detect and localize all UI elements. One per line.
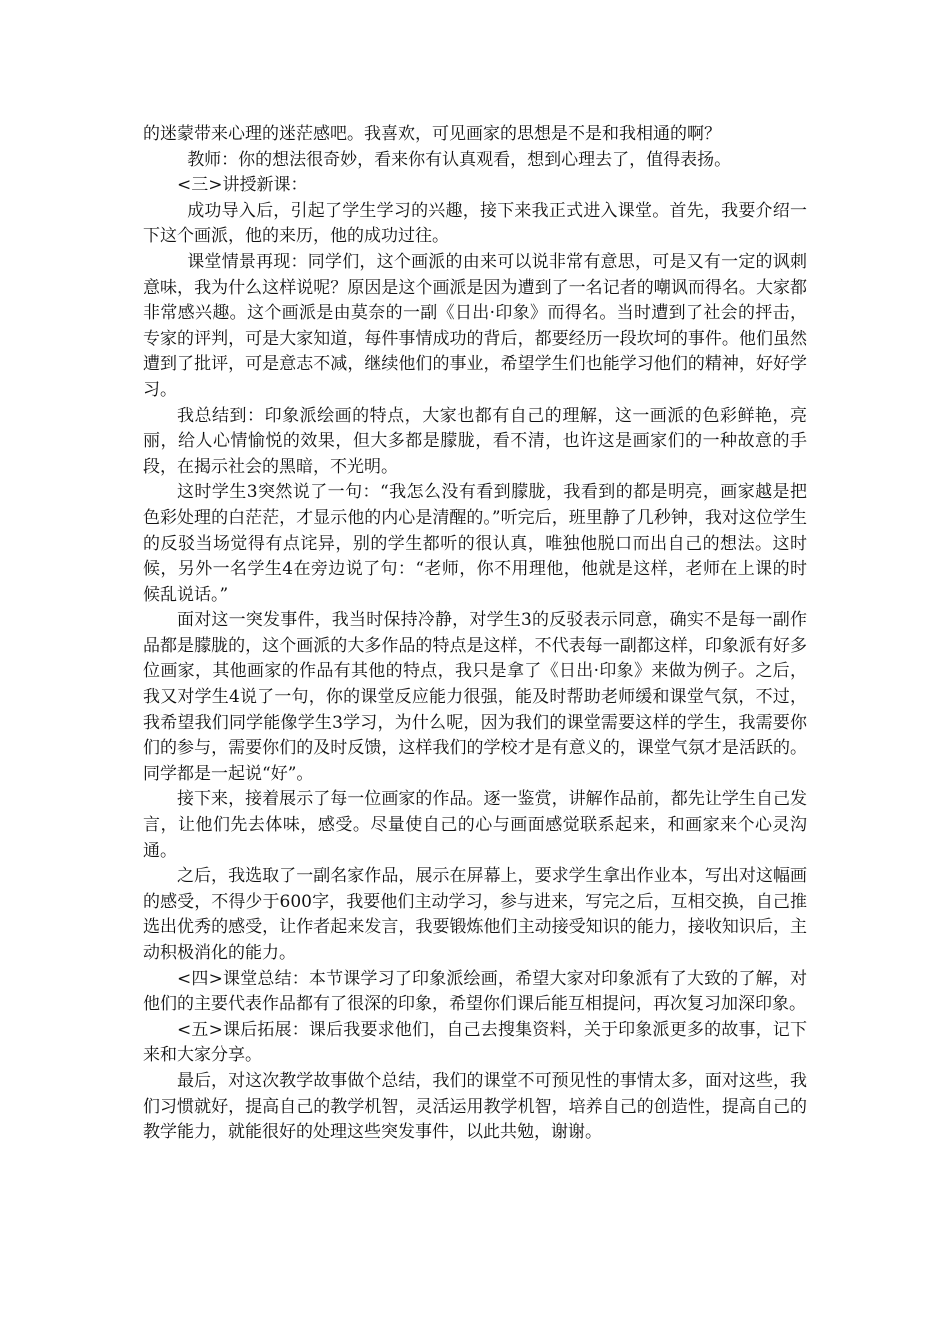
paragraph-4: 成功导入后，引起了学生学习的兴趣，接下来我正式进入课堂。首先，我要介绍一下这个画派，他的来历，他的成功过往。	[143, 200, 807, 247]
section-summary: <四>课堂总结：本节课学习了印象派绘画，希望大家对印象派有了大致的了解，对他们的主要代表作品都有了很深的印象，希望你们课后能互相提问，再次复习加深印象。	[143, 968, 807, 1015]
paragraph-8: 面对这一突发事件，我当时保持冷静，对学生3的反驳表示同意，确实不是每一副作品都是朦胧的，这个画派的大多作品的特点是这样，不代表每一副都这样，印象派有好多位画家，其他画家的作品有其他的特点，我只是拿了《日出·印象》来做为例子。之后，我又对学生4说了一句，你的课堂反应能力很强，能及时帮助老师缓和课堂气氛，不过，我希望我们同学能像学生3学习，为什么呢，因为我们的课堂需要这样的学生，我需要你们的参与，需要你们的及时反馈，这样我们的学校才是有意义的，课堂气氛才是活跃的。同学都是一起说“好”。	[143, 610, 807, 784]
paragraph-5: 课堂情景再现：同学们，这个画派的由来可以说非常有意思，可是又有一定的讽刺意味，我为什么这样说呢？原因是这个画派是因为遭到了一名记者的嘲讽而得名。大家都非常感兴趣。这个画派是由莫奈的一副《日出·印象》而得名。当时遭到了社会的抨击，专家的评判，可是大家知道，每件事情成功的背后，都要经历一段坎坷的事件。他们虽然遭到了批评，可是意志不减，继续他们的事业，希望学生们也能学习他们的精神，好好学习。	[143, 251, 807, 400]
section-extension: <五>课后拓展：课后我要求他们，自己去搜集资料，关于印象派更多的故事，记下来和大家分享。	[143, 1019, 807, 1066]
paragraph-2: 教师：你的想法很奇妙，看来你有认真观看，想到心理去了，值得表扬。	[187, 149, 732, 170]
paragraph-conclusion: 最后，对这次教学故事做个总结，我们的课堂不可预见性的事情太多，面对这些，我们习惯就好，提高自己的教学机智，灵活运用教学机智，培养自己的创造性，提高自己的教学能力，就能很好的处理这些突发事件，以此共勉，谢谢。	[143, 1070, 807, 1143]
document-page	[143, 122, 807, 1146]
paragraph-9: 接下来，接着展示了每一位画家的作品。逐一鉴赏，讲解作品前，都先让学生自己发言，让他们先去体味，感受。尽量使自己的心与画面感觉联系起来，和画家来个心灵沟通。	[143, 789, 807, 861]
paragraph-7: 这时学生3突然说了一句：“我怎么没有看到朦胧，我看到的都是明亮，画家越是把色彩处理的白茫茫，才显示他的内心是清醒的。”听完后，班里静了几秒钟，我对这位学生的反驳当场觉得有点诧异，别的学生都听的很认真，唯独他脱口而出自己的想法。这时候，另外一名学生4在旁边说了句：“老师，你不用理他，他就是这样，老师在上课的时候乱说话。”	[143, 482, 807, 605]
paragraph-6: 我总结到：印象派绘画的特点，大家也都有自己的理解，这一画派的色彩鲜艳，亮丽，给人心情愉悦的效果，但大多都是朦胧，看不清，也许这是画家们的一种故意的手段，在揭示社会的黑暗，不光明。	[143, 405, 807, 477]
section-heading-3: <三>讲授新课：	[177, 175, 308, 196]
paragraph-10: 之后，我选取了一副名家作品，展示在屏幕上，要求学生拿出作业本，写出对这幅画的感受，不得少于600字，我要他们主动学习，参与进来，写完之后，互相交换，自己推选出优秀的感受，让作者起来发言，我要锻炼他们主动接受知识的能力，接收知识后，主动积极消化的能力。	[143, 866, 807, 963]
paragraph-1: 的迷蒙带来心理的迷茫感吧。我喜欢，可见画家的思想是不是和我相通的啊？	[143, 124, 721, 144]
